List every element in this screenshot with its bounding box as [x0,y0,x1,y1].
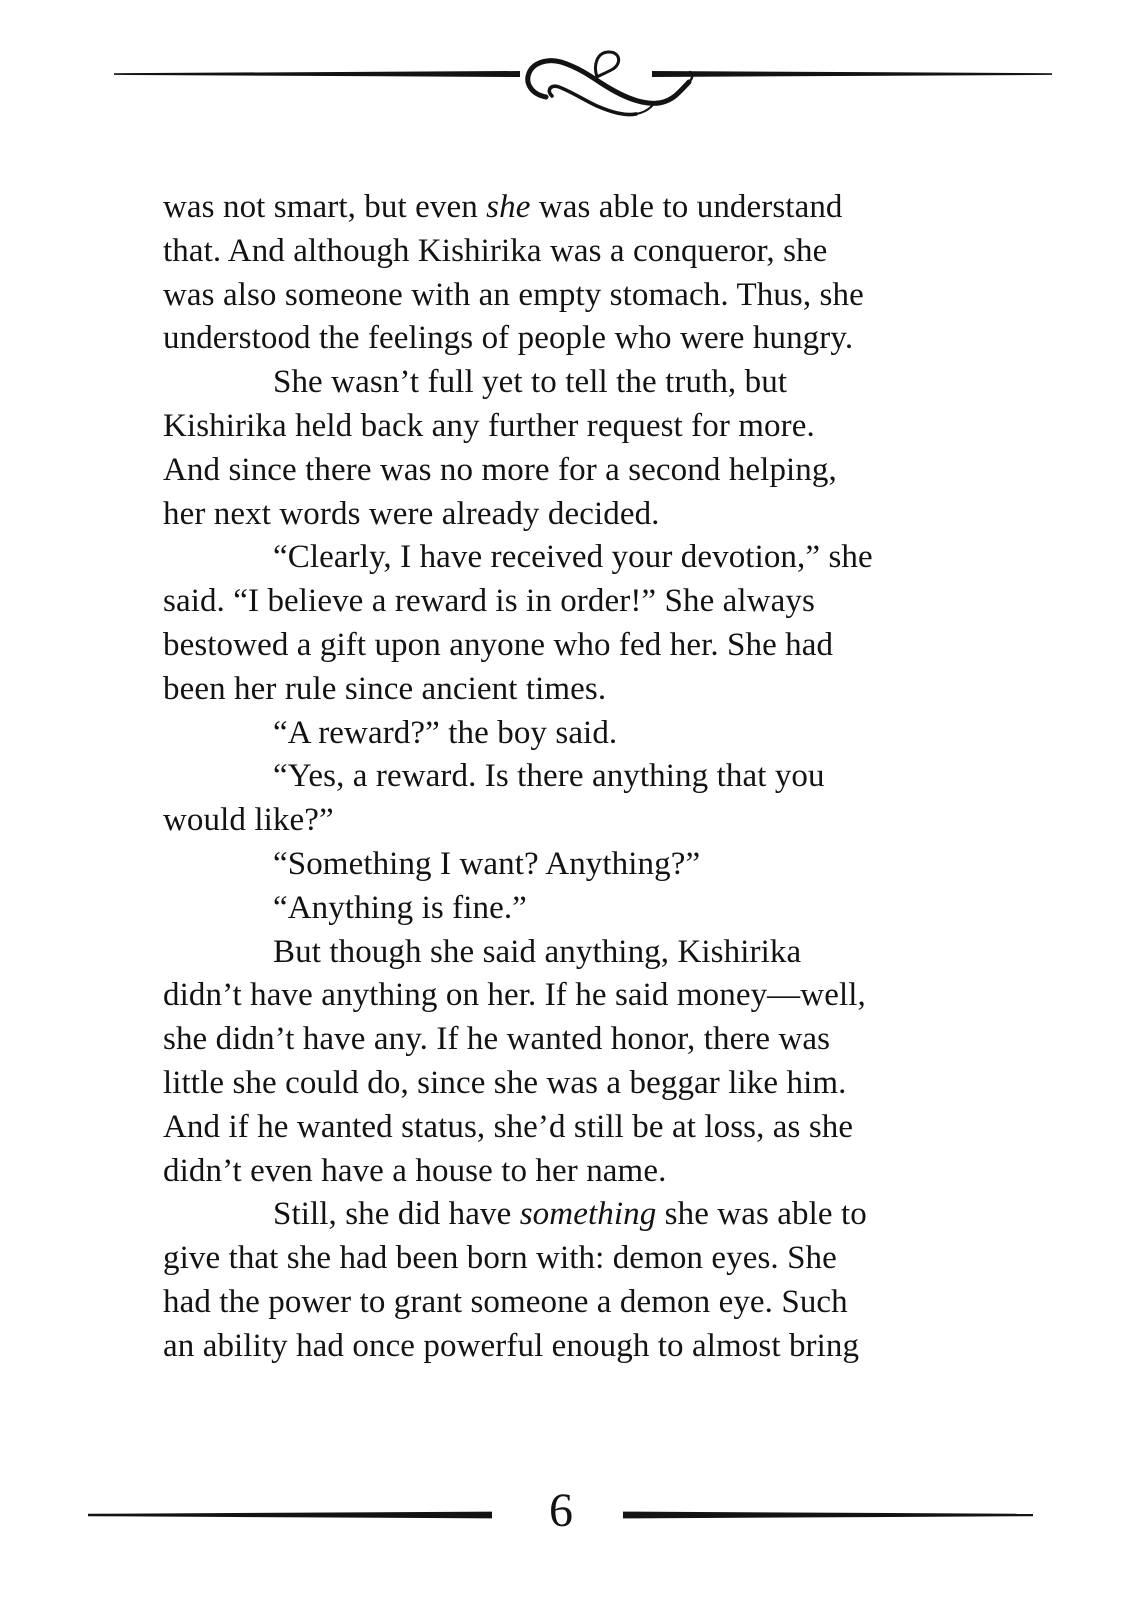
text-line [163,449,973,493]
header-rule-left [114,71,520,77]
text-run: But though she said anything, Kishirika [273,933,802,970]
paragraph [163,1193,973,1368]
calligraphic-swirl-icon [528,52,692,115]
text-run: her next words were already decided. [163,495,660,532]
text-line [163,843,973,887]
text-line [163,974,973,1018]
text-line [163,1018,973,1062]
paragraph [163,361,973,536]
text-line [163,712,973,756]
text-run: was also someone with an empty stomach. Thus, she [163,276,864,313]
text-run: didn’t even have a house to her name. [163,1152,667,1189]
text-run: “A reward?” the boy said. [273,714,618,751]
text-run: And if he wanted status, she’d still be at loss, as she [163,1108,854,1145]
text-line [163,1062,973,1106]
paragraph [163,887,973,931]
text-run: didn’t have anything on her. If he said money—well, [163,977,866,1014]
text-line [163,580,973,624]
text-line [163,274,973,318]
text-run: would like?” [163,802,334,839]
text-run: that. And although Kishirika was a conqueror, she [163,232,828,269]
text-run: been her rule since ancient times. [163,670,607,707]
paragraph [163,931,973,1194]
text-line [163,361,973,405]
text-run: “Yes, a reward. Is there anything that you [273,758,825,795]
text-run: Kishirika held back any further request for more. [163,407,815,444]
text-block [163,186,973,1369]
text-line [163,755,973,799]
text-line [163,1106,973,1150]
text-line [163,799,973,843]
text-run: said. “I believe a reward is in order!” She always [163,583,815,620]
text-run: And since there was no more for a second helping, [163,451,837,488]
text-line [163,230,973,274]
text-line [163,1325,973,1369]
text-line [163,536,973,580]
page-number: 6 [549,1484,573,1537]
text-line [163,1193,973,1237]
text-run: bestowed a gift upon anyone who fed her. She had [163,626,834,663]
text-run: understood the feelings of people who were hungry. [163,320,854,357]
text-line [163,668,973,712]
text-run: She wasn’t full yet to tell the truth, but [273,364,788,401]
paragraph [163,186,973,361]
text-line [163,1150,973,1194]
text-line [163,887,973,931]
text-line [163,405,973,449]
paragraph [163,755,973,843]
text-line [163,186,973,230]
text-line [163,1237,973,1281]
header-divider-ornament-icon [100,40,1060,120]
text-run: she was able to [656,1196,867,1233]
text-run: was not smart, but even [163,189,487,225]
text-line [163,493,973,537]
text-run: was able to understand [530,189,843,225]
text-run: “Clearly, I have received your devotion,” she [273,539,873,576]
emphasized-text: she [486,189,531,225]
text-run: had the power to grant someone a demon eye. Such [163,1283,848,1320]
emphasized-text: something [519,1196,657,1233]
text-run: she didn’t have any. If he wanted honor, there was [163,1021,831,1058]
text-run: an ability had once powerful enough to almost bring [163,1327,860,1364]
text-run: give that she had been born with: demon eyes. She [163,1240,837,1277]
paragraph [163,843,973,887]
text-line [163,1281,973,1325]
paragraph [163,536,973,711]
text-run: Still, she did have [273,1196,520,1233]
text-line [163,317,973,361]
text-line [163,931,973,975]
paragraph [163,712,973,756]
text-run: little she could do, since she was a beggar like him. [163,1064,847,1101]
text-line [163,624,973,668]
header-rule-right [652,71,1052,77]
text-run: “Anything is fine.” [273,889,527,926]
text-run: “Something I want? Anything?” [273,845,701,882]
